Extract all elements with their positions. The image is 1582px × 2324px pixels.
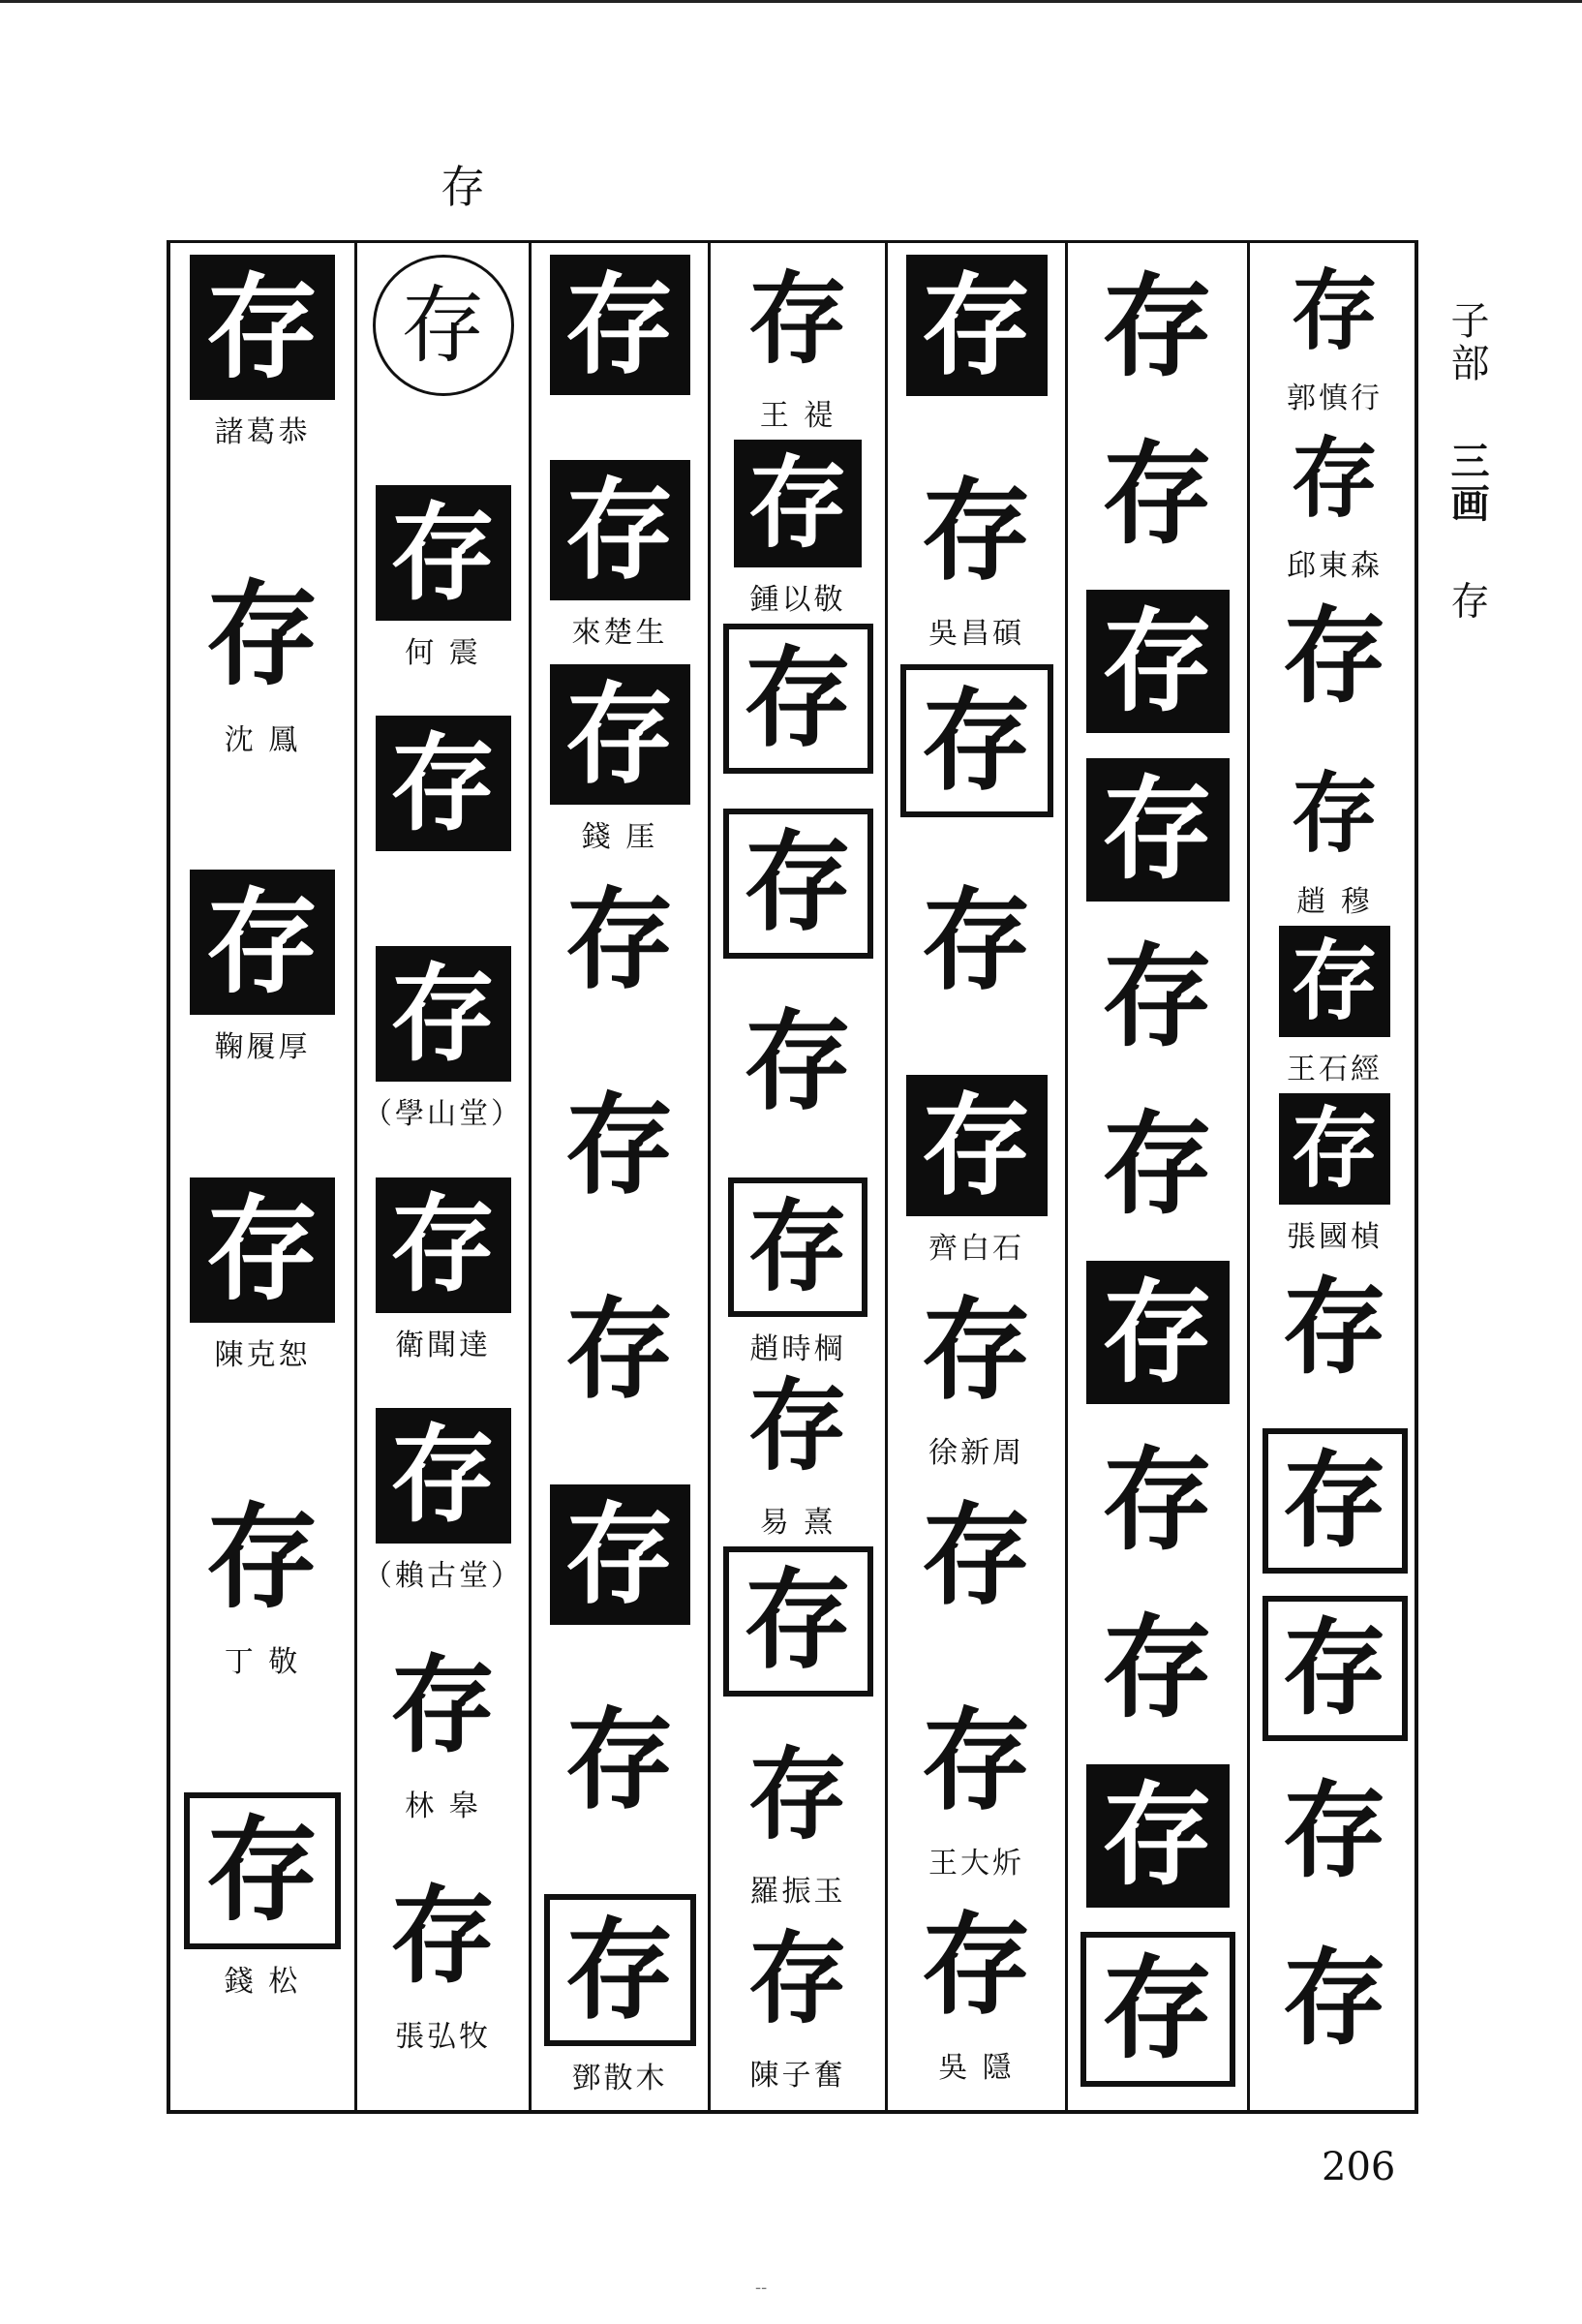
side-index <box>1438 300 1496 623</box>
seal-glyph: 存 <box>744 819 852 946</box>
seal-impression <box>723 1546 873 1697</box>
seal-glyph: 存 <box>1101 260 1213 392</box>
seal-glyph: 存 <box>564 1490 675 1619</box>
seal-column-1 <box>170 243 354 2110</box>
seal-carver-name: 羅振玉 <box>749 1874 846 1909</box>
seal-glyph: 存 <box>390 1874 496 1999</box>
seal-glyph: 存 <box>921 260 1032 390</box>
seal-impression <box>906 255 1048 396</box>
seal-glyph: 存 <box>921 1285 1032 1416</box>
seal-entry <box>1068 758 1247 902</box>
seal-glyph: 存 <box>390 1413 496 1538</box>
seal-impression <box>376 1638 511 1774</box>
seal-impression <box>906 1279 1048 1421</box>
seal-impression <box>190 1484 335 1630</box>
scan-mark: -- <box>755 2278 768 2298</box>
seal-carver-name: 錢 松 <box>224 1964 301 1999</box>
seal-column-2 <box>354 243 529 2110</box>
seal-glyph: 存 <box>921 1900 1032 2031</box>
seal-glyph: 存 <box>1101 764 1213 896</box>
seal-entry <box>1250 590 1419 723</box>
seal-entry <box>888 255 1065 396</box>
seal-glyph: 存 <box>1282 1769 1387 1892</box>
seal-impression <box>184 1792 341 1949</box>
seal-entry <box>1068 1261 1247 1404</box>
seal-entry <box>170 563 354 758</box>
seal-glyph: 存 <box>747 1735 848 1853</box>
seal-glyph: 存 <box>390 1182 496 1306</box>
seal-impression <box>1263 1428 1408 1574</box>
seal-carver-name: 王石經 <box>1287 1052 1383 1086</box>
seal-impression <box>1268 590 1402 723</box>
page-number: 206 <box>1322 2145 1396 2189</box>
seal-impression <box>1086 590 1230 733</box>
seal-entry <box>1250 926 1419 1087</box>
seal-impression <box>376 1869 511 2004</box>
seal-glyph: 存 <box>1282 596 1387 719</box>
seal-impression <box>1279 1093 1390 1205</box>
seal-entry <box>1250 1596 1419 1741</box>
seal-glyph: 存 <box>205 1489 319 1624</box>
seal-entry <box>1068 255 1247 398</box>
seal-glyph: 存 <box>744 634 852 762</box>
seal-impression <box>1279 422 1390 534</box>
seal-glyph: 存 <box>401 275 485 375</box>
seal-entry <box>711 255 885 434</box>
seal-glyph: 存 <box>747 1366 848 1484</box>
seal-carver-name: 衛聞達 <box>395 1328 491 1362</box>
seal-impression <box>1268 1764 1402 1898</box>
seal-impression <box>550 1690 690 1830</box>
seal-entry <box>1250 758 1419 920</box>
seal-entry <box>170 1177 354 1373</box>
seal-entry <box>357 716 529 851</box>
seal-impression <box>906 1075 1048 1216</box>
seal-entry <box>711 1546 885 1697</box>
seal-impression <box>1086 1428 1230 1572</box>
seal-carver-name: 邱東森 <box>1287 549 1383 584</box>
seal-glyph: 存 <box>564 1080 675 1209</box>
seal-glyph: 存 <box>564 465 675 595</box>
seal-entry <box>170 870 354 1065</box>
seal-carver-name: 陳克恕 <box>214 1337 311 1372</box>
seal-entry <box>1068 590 1247 733</box>
seal-impression <box>1279 758 1390 870</box>
seal-carver-name: （學山堂） <box>363 1097 523 1132</box>
seal-glyph: 存 <box>747 1188 848 1306</box>
seal-carver-name: 鍾以敬 <box>749 583 846 617</box>
seal-carver-name: 王大炘 <box>928 1846 1024 1881</box>
seal-carver-name: 沈 鳳 <box>224 722 301 757</box>
seal-glyph: 存 <box>205 1803 319 1937</box>
seal-glyph: 存 <box>744 1557 852 1684</box>
seal-entry <box>1068 1093 1247 1237</box>
seal-entry <box>1250 1764 1419 1898</box>
seal-glyph: 存 <box>390 951 496 1076</box>
seal-entry <box>711 809 885 959</box>
seal-glyph: 存 <box>564 875 675 1004</box>
seal-glyph: 存 <box>744 997 852 1125</box>
seal-entry <box>888 664 1065 817</box>
seal-entry <box>711 1915 885 2095</box>
seal-glyph: 存 <box>747 1920 848 2038</box>
seal-glyph: 存 <box>1291 259 1379 362</box>
seal-carver-name: 丁 敬 <box>224 1645 301 1679</box>
seal-glyph: 存 <box>564 670 675 800</box>
seal-glyph: 存 <box>1101 1267 1213 1398</box>
seal-glyph: 存 <box>205 260 319 394</box>
seal-entry <box>532 1075 708 1215</box>
seal-carver-name: 王 禔 <box>759 398 837 433</box>
seal-impression <box>906 1894 1048 2035</box>
seal-column-5 <box>885 243 1065 2110</box>
seal-carver-name: 吳 隱 <box>938 2051 1015 2086</box>
seal-glyph: 存 <box>390 720 496 845</box>
seal-glyph: 存 <box>1101 1602 1213 1733</box>
seal-impression <box>550 460 690 600</box>
seal-carver-name: 易 熹 <box>759 1505 837 1540</box>
stroke-count-label: 三画 <box>1445 440 1490 526</box>
seal-impression <box>1279 926 1390 1037</box>
seal-entry <box>170 1792 354 2000</box>
seal-glyph: 存 <box>1101 1943 1213 2075</box>
seal-carver-name: 張國楨 <box>1287 1220 1383 1255</box>
seal-entry <box>1250 422 1419 584</box>
seal-glyph: 存 <box>564 1285 675 1415</box>
seal-glyph: 存 <box>1101 428 1213 560</box>
seal-entry <box>888 1894 1065 2086</box>
seal-entry <box>357 1177 529 1363</box>
seal-impression <box>376 946 511 1082</box>
seal-glyph: 存 <box>1101 1434 1213 1566</box>
seal-impression <box>1086 758 1230 902</box>
radical-label: 子部 <box>1445 300 1489 385</box>
seal-carver-name: 郭慎行 <box>1287 382 1383 416</box>
seal-impression <box>1268 1261 1402 1394</box>
seal-impression <box>190 1177 335 1323</box>
seal-table <box>167 240 1418 2114</box>
seal-carver-name: 來楚生 <box>571 615 668 650</box>
seal-glyph: 存 <box>1101 1770 1213 1902</box>
seal-impression <box>1080 1932 1235 2087</box>
seal-glyph: 存 <box>1101 596 1213 727</box>
seal-glyph: 存 <box>1282 1937 1387 2060</box>
seal-carver-name: 趙 穆 <box>1296 884 1373 919</box>
seal-entry <box>711 1361 885 1541</box>
seal-glyph: 存 <box>205 1182 319 1316</box>
seal-entry <box>170 255 354 450</box>
seal-impression <box>544 1894 696 2046</box>
seal-entry <box>357 485 529 671</box>
seal-carver-name: 張弘牧 <box>395 2019 491 2054</box>
seal-entry <box>1250 1932 1419 2065</box>
seal-entry <box>532 1894 708 2096</box>
seal-impression <box>734 255 863 383</box>
seal-entry <box>1250 1428 1419 1574</box>
page-top-rule <box>0 0 1582 3</box>
seal-impression <box>734 1915 863 2044</box>
seal-impression <box>550 255 690 395</box>
seal-glyph: 存 <box>921 465 1032 596</box>
seal-impression <box>190 870 335 1015</box>
seal-carver-name: 齊白石 <box>928 1231 1024 1266</box>
seal-impression <box>728 1177 868 1318</box>
seal-entry <box>357 1869 529 2055</box>
seal-impression <box>190 563 335 708</box>
seal-impression <box>1086 1596 1230 1739</box>
seal-glyph: 存 <box>1291 426 1379 530</box>
seal-impression <box>376 716 511 851</box>
seal-glyph: 存 <box>921 1080 1032 1210</box>
seal-impression <box>900 664 1053 817</box>
seal-entry <box>532 870 708 1010</box>
seal-column-6 <box>1065 243 1247 2110</box>
seal-impression <box>1086 422 1230 566</box>
seal-glyph: 存 <box>564 260 675 389</box>
seal-carver-name: 林 皋 <box>405 1789 481 1823</box>
seal-entry <box>532 255 708 395</box>
seal-impression <box>1086 1764 1230 1908</box>
seal-glyph: 存 <box>1101 932 1213 1063</box>
seal-entry <box>888 1484 1065 1626</box>
seal-entry <box>1250 1093 1419 1255</box>
seal-impression <box>906 1690 1048 1831</box>
seal-glyph: 存 <box>205 567 319 701</box>
seal-impression <box>376 1408 511 1544</box>
seal-glyph: 存 <box>1291 930 1379 1033</box>
seal-glyph: 存 <box>921 1490 1032 1620</box>
seal-column-3 <box>529 243 708 2110</box>
seal-glyph: 存 <box>1282 1607 1387 1730</box>
seal-carver-name: （賴古堂） <box>363 1558 523 1593</box>
seal-impression <box>906 460 1048 601</box>
seal-entry <box>170 1484 354 1680</box>
seal-entry <box>888 460 1065 652</box>
seal-impression <box>734 440 863 568</box>
seal-entry <box>1068 1428 1247 1572</box>
seal-entry <box>532 1484 708 1625</box>
seal-impression <box>373 255 514 396</box>
seal-impression <box>190 255 335 400</box>
seal-impression <box>729 993 867 1131</box>
seal-glyph: 存 <box>921 875 1032 1005</box>
seal-carver-name: 陳子奮 <box>749 2059 846 2093</box>
seal-carver-name: 吳昌碩 <box>928 616 1024 651</box>
seal-glyph: 存 <box>1282 1267 1387 1390</box>
seal-entry <box>1250 255 1419 416</box>
seal-entry <box>357 946 529 1132</box>
seal-entry <box>888 1075 1065 1267</box>
seal-glyph: 存 <box>564 1695 675 1824</box>
seal-entry <box>357 255 529 396</box>
seal-impression <box>550 1484 690 1625</box>
seal-glyph: 存 <box>205 874 319 1009</box>
seal-entry <box>1250 1261 1419 1394</box>
seal-impression <box>734 1730 863 1859</box>
seal-impression <box>734 1361 863 1490</box>
seal-carver-name: 錢 厓 <box>581 820 658 855</box>
index-character: 存 <box>1445 580 1489 624</box>
seal-entry <box>711 993 885 1131</box>
seal-entry <box>711 624 885 774</box>
seal-entry <box>711 1730 885 1910</box>
seal-entry <box>1068 926 1247 1069</box>
seal-impression <box>723 809 873 959</box>
seal-impression <box>1279 255 1390 366</box>
seal-glyph: 存 <box>1291 1097 1379 1201</box>
seal-glyph: 存 <box>390 490 496 615</box>
seal-impression <box>1086 1093 1230 1237</box>
seal-glyph: 存 <box>1101 1099 1213 1231</box>
seal-glyph: 存 <box>390 1643 496 1768</box>
seal-entry <box>888 1279 1065 1471</box>
seal-impression <box>550 1279 690 1420</box>
seal-carver-name: 鄧散木 <box>571 2062 668 2096</box>
seal-glyph: 存 <box>921 676 1032 807</box>
seal-carver-name: 鞠履厚 <box>214 1030 311 1064</box>
seal-glyph: 存 <box>1282 1440 1387 1563</box>
page-heading: 存 <box>441 161 485 213</box>
seal-entry <box>357 1638 529 1824</box>
seal-entry <box>711 1177 885 1368</box>
seal-glyph: 存 <box>921 1695 1032 1825</box>
seal-carver-name: 趙時棡 <box>749 1332 846 1366</box>
seal-entry <box>1068 422 1247 566</box>
seal-carver-name: 何 震 <box>405 636 481 671</box>
seal-carver-name: 徐新周 <box>928 1436 1024 1471</box>
seal-glyph: 存 <box>747 444 848 563</box>
seal-entry <box>1068 1932 1247 2087</box>
seal-impression <box>376 485 511 621</box>
seal-impression <box>1086 926 1230 1069</box>
seal-entry <box>357 1408 529 1594</box>
seal-glyph: 存 <box>747 260 848 378</box>
seal-glyph: 存 <box>564 1906 675 2035</box>
seal-entry <box>532 460 708 651</box>
seal-impression <box>1263 1596 1408 1741</box>
seal-impression <box>906 870 1048 1011</box>
seal-impression <box>550 870 690 1010</box>
seal-impression <box>906 1484 1048 1626</box>
seal-impression <box>723 624 873 774</box>
seal-entry <box>888 870 1065 1011</box>
seal-entry <box>532 1690 708 1830</box>
seal-column-7 <box>1247 243 1419 2110</box>
seal-impression <box>376 1177 511 1313</box>
seal-impression <box>1268 1932 1402 2065</box>
seal-entry <box>888 1690 1065 1881</box>
seal-entry <box>1068 1764 1247 1908</box>
seal-impression <box>550 1075 690 1215</box>
seal-entry <box>532 664 708 855</box>
seal-entry <box>711 440 885 619</box>
seal-glyph: 存 <box>1291 762 1379 866</box>
seal-column-4 <box>708 243 885 2110</box>
seal-impression <box>1086 1261 1230 1404</box>
seal-impression <box>1086 255 1230 398</box>
seal-entry <box>532 1279 708 1420</box>
seal-entry <box>1068 1596 1247 1739</box>
seal-carver-name: 諸葛恭 <box>214 415 311 449</box>
seal-impression <box>550 664 690 805</box>
